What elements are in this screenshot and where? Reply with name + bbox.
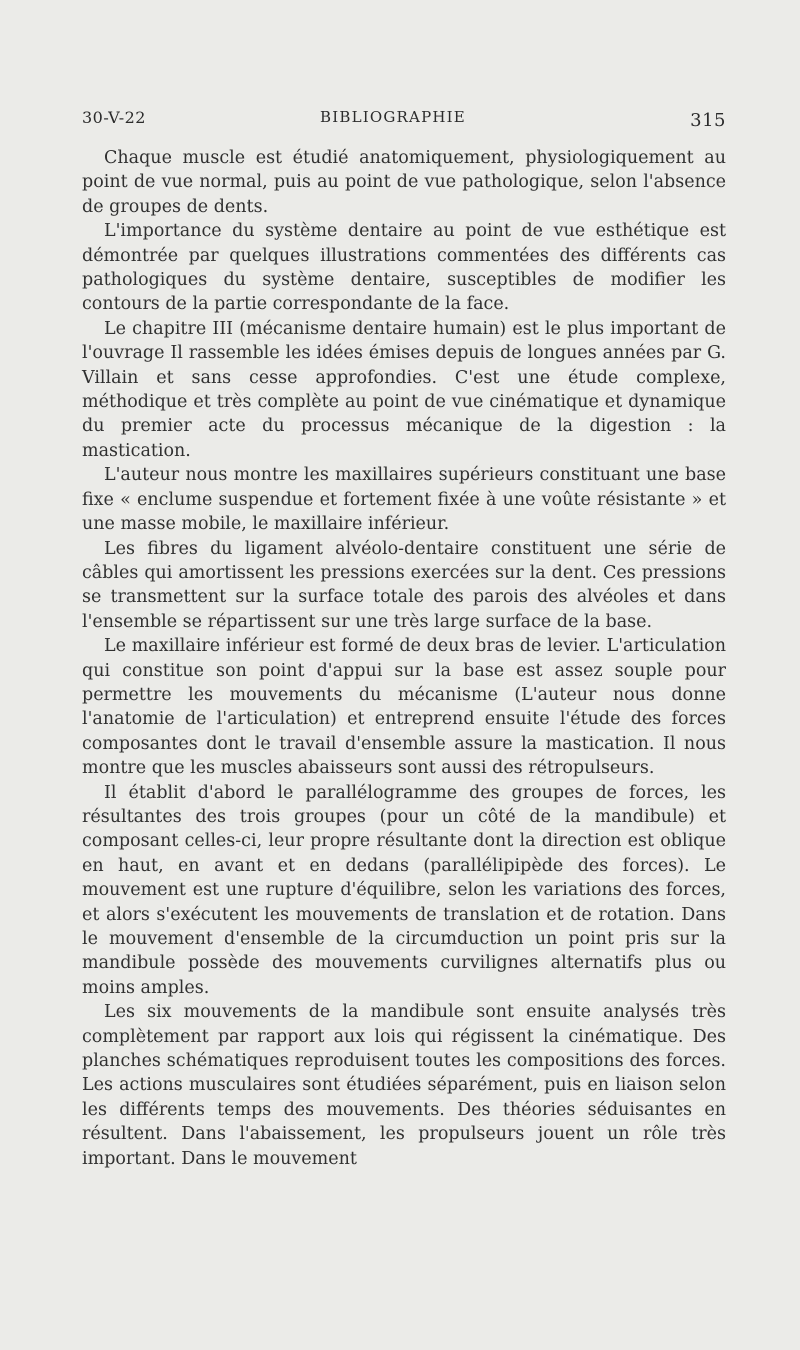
paragraph: Les fibres du ligament alvéolo-dentaire constituent une série de câbles qui amortissent les pressions exercées sur la dent. Ces pressions se transmettent sur la surface totale des parois des alvéoles et dans l'ensemble se répartissent sur une très large surface de la base. <box>82 538 726 632</box>
paragraph: Les six mouvements de la mandibule sont ensuite analysés très complètement par rapport aux lois qui régissent la cinématique. Des planches schématiques reproduisent toutes les compositions des forces. Les actions musculaires sont étudiées séparément, puis en liaison selon les différents temps des mouvements. Des théories séduisantes en résultent. Dans l'abaissement, les propulseurs jouent un rôle très important. Dans le mouvement <box>82 1002 726 1169</box>
paragraph: L'auteur nous montre les maxillaires supérieurs constituant une base fixe « enclume suspendue et fortement fixée à une voûte résistante » et une masse mobile, le maxillaire inférieur. <box>82 465 726 535</box>
paragraph: Chaque muscle est étudié anatomiquement, physiologiquement au point de vue normal, puis au point de vue pathologique, selon l'absence de groupes de dents. <box>82 148 726 217</box>
section-title: BIBLIOGRAPHIE <box>320 108 466 126</box>
paragraph: L'importance du système dentaire au point de vue esthétique est démontrée par quelques illustrations commentées des différents cas pathologiques du système dentaire, susceptibles de modifier les contours de la partie correspondante de la face. <box>82 221 726 315</box>
running-head <box>82 108 726 138</box>
paragraph: Il établit d'abord le parallélogramme des groupes de forces, les résultantes des trois groupes (pour un côté de la mandibule) et composant celles-ci, leur propre résultante dont la direction est oblique en haut, en avant et en dedans (parallélipipède des forces). Le mouvement est une rupture d'équilibre, selon les variations des forces, et alors s'exécutent les mouvements de translation et de rotation. Dans le mouvement d'ensemble de la circumduction un point pris sur la mandibule possède des mouvements curvilignes alternatifs plus ou moins amples. <box>82 782 726 998</box>
header-date-code: 30-V-22 <box>82 108 146 127</box>
paragraph: Le chapitre III (mécanisme dentaire humain) est le plus important de l'ouvrage Il rassemble les idées émises depuis de longues années par G. Villain et sans cesse approfondies. C'est une étude complexe, méthodique et très complète au point de vue cinématique et dynamique du premier acte du processus mécanique de la digestion : la mastication. <box>82 318 726 461</box>
page-number: 315 <box>690 110 726 131</box>
body-text <box>82 146 726 1171</box>
paragraph: Le maxillaire inférieur est formé de deux bras de levier. L'articulation qui constitue son point d'appui sur la base est assez souple pour permettre les mouvements du mécanisme (L'auteur nous donne l'anatomie de l'articulation) et entreprend ensuite l'étude des forces composantes dont le travail d'ensemble assure la mastication. Il nous montre que les muscles abaisseurs sont aussi des rétropulseurs. <box>82 636 726 779</box>
